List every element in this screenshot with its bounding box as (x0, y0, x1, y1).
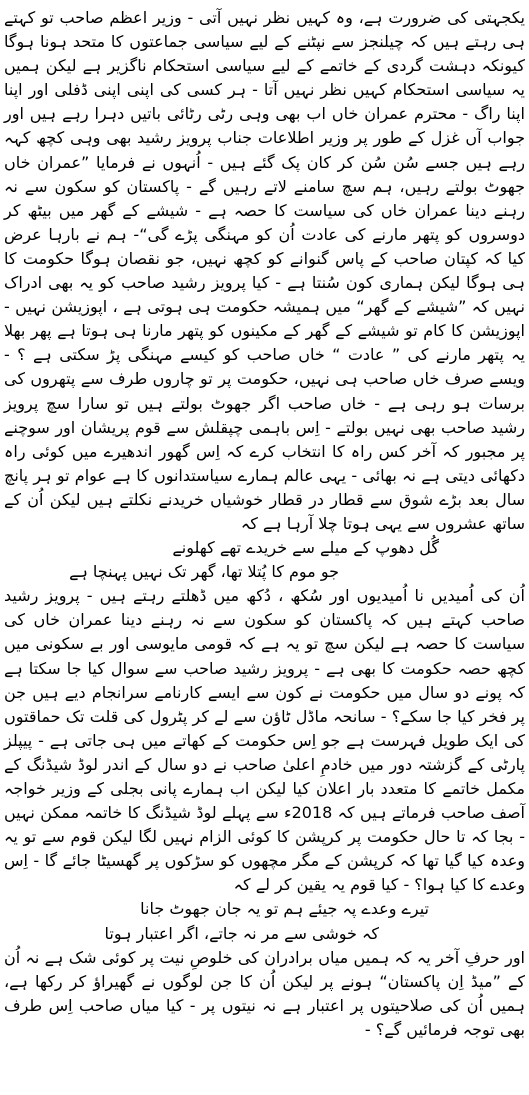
article-body (4, 6, 525, 1042)
paragraph-3: اور حرفِ آخر یہ کہ ہمیں میاں برادران کی خلوصِ نیت پر کوئی شک ہے نہ اُن کے ”میڈ اِن پاکستان“ ہونے پر لیکن اُن کا جن لوگوں نے گھیراؤ کر رکھا ہے، ہمیں اُن کی صلاحیتوں پر اعتبار ہے نہ نیتوں پر - کیا میاں صاحب اِس طرف بھی توجہ فرمائیں گے؟ - (4, 947, 525, 1039)
verse-1-line-1: گُل دھوپ کے میلے سے خریدے تھے کھلونے (172, 538, 439, 558)
paragraph-2: اُن کی اُمیدیں نا اُمیدیوں اور سُکھ ، دُکھ میں ڈھلتے رہتے ہیں - پرویز رشید صاحب کہتے ہیں کہ پاکستان کو سکون سے نہ رہنے دینا عمران خاں کی سیاست کا حصہ ہے لیکن سچ تو یہ ہے کہ قومی مایوسی اور بے سکونی میں کچھ حصہ حکومت کا بھی ہے - پرویز رشید صاحب سے سوال کیا جا سکتا ہے کہ پونے دو سال میں حکومت نے کون سے ایسے کارنامے سرانجام دیے ہیں جن پر فخر کیا جا سکے؟ - سانحہ ماڈل ٹاؤن سے لے کر پٹرول کی قلت تک حماقتوں کی ایک طویل فہرست ہے جو اِس حکومت کے کھاتے میں ہی جاتی ہے - پیپلز پارٹی کے گزشتہ دور میں خادمِ اعلیٰ صاحب نے دو سال کے اندر لوڈ شیڈنگ کے مکمل خاتمے کا متعدد بار اعلان کیا لیکن اب ہمارے پانی بجلی کے وزیر خواجہ آصف صاحب فرماتے ہیں کہ 2018ء سے پہلے لوڈ شیڈنگ کا خاتمہ ممکن نہیں - بجا کہ تا حال حکومت پر کرپشن کا کوئی الزام نہیں لگا لیکن قوم سے تو یہ وعدہ کیا گیا تھا کہ کرپشن کے مگر مچھوں کو سڑکوں پر گھسیٹا جائے گا - اِس وعدے کا کیا ہوا؟ - کیا قوم یہ یقین کر لے کہ (4, 586, 526, 895)
verse-2-line-1: تیرے وعدے پہ جیئے ہم تو یہ جان جھوٹ جانا (140, 899, 429, 919)
paragraph-1: یکجہتی کی ضرورت ہے، وہ کہیں نظر نہیں آتی - وزیر اعظم صاحب تو کہتے ہی رہتے ہیں کہ چیلنجز سے نپٹنے کے لیے سیاسی جماعتوں کا متحد ہونا ہوگا کیونکہ دہشت گردی کے خاتمے کے لیے سیاسی استحکام ناگزیر ہے لیکن ہمیں یہ سیاسی استحکام کہیں نظر نہیں آتا - ہر کسی کی اپنی اپنی ڈفلی اور اپنا اپنا راگ - محترم عمران خاں اب بھی وہی رٹی رٹائی باتیں دہرا رہے ہیں اور جواب آں غزل کے طور پر وزیر اطلاعات جناب پرویز رشید بھی وہی کچھ کہہ رہے ہیں جسے سُن سُن کر کان پک گئے ہیں - اُنہوں نے فرمایا ”عمران خاں جھوٹ بولتے رہیں، ہم سچ سامنے لاتے رہیں گے - پاکستان کو سکون سے نہ رہنے دینا عمران خاں کی سیاست کا حصہ ہے - شیشے کے گھر میں بیٹھ کر دوسروں کو پتھر مارنے کی عادت اُن کو مہنگی پڑے گی“- ہم نے بارہا عرض کیا کہ کپتان صاحب کے پاس گنوانے کو کچھ نہیں، جو نقصان ہوگا حکومت کا ہی ہوگا لیکن ہماری کون سُنتا ہے - کیا پرویز رشید صاحب کو یہ بھی ادراک نہیں کہ ”شیشے کے گھر“ میں ہمیشہ حکومت ہی ہوتی ہے ، اپوزیشن نہیں - اپوزیشن کا کام تو شیشے کے گھر کے مکینوں کو پتھر مارنا ہی ہوتا ہے پھر بھلا یہ پتھر مارنے کی ” عادت “ خاں صاحب کو کیسے مہنگی پڑ سکتی ہے ؟ - ویسے صرف خاں صاحب ہی نہیں، حکومت پر تو چاروں طرف سے پتھروں کی برسات ہو رہی ہے - خاں صاحب اگر جھوٹ بولتے ہیں تو سارا سچ پرویز رشید صاحب بھی نہیں بولتے - اِس باہمی چپقلش سے قوم پریشان اور سوچنے پر مجبور کہ آخر کس راہ کا انتخاب کرے کہ اِس گھور اندھیرے میں کوئی راہ دکھائی دیتی ہے نہ بھائی - یہی عالم ہمارے سیاستدانوں کا ہے عوام تو ہر پانچ سال بعد بڑے شوق سے قطار در قطار خوشیاں خریدنے نکلتے ہیں لیکن اُن کے ساتھ عشروں سے یہی ہوتا چلا آرہا ہے کہ (4, 8, 525, 533)
verse-1-line-2: جو موم کا پُتلا تھا، گھر تک نہیں پہنچا ہے (69, 562, 339, 582)
verse-2-line-2: کہ خوشی سے مر نہ جاتے، اگر اعتبار ہوتا (104, 923, 379, 943)
